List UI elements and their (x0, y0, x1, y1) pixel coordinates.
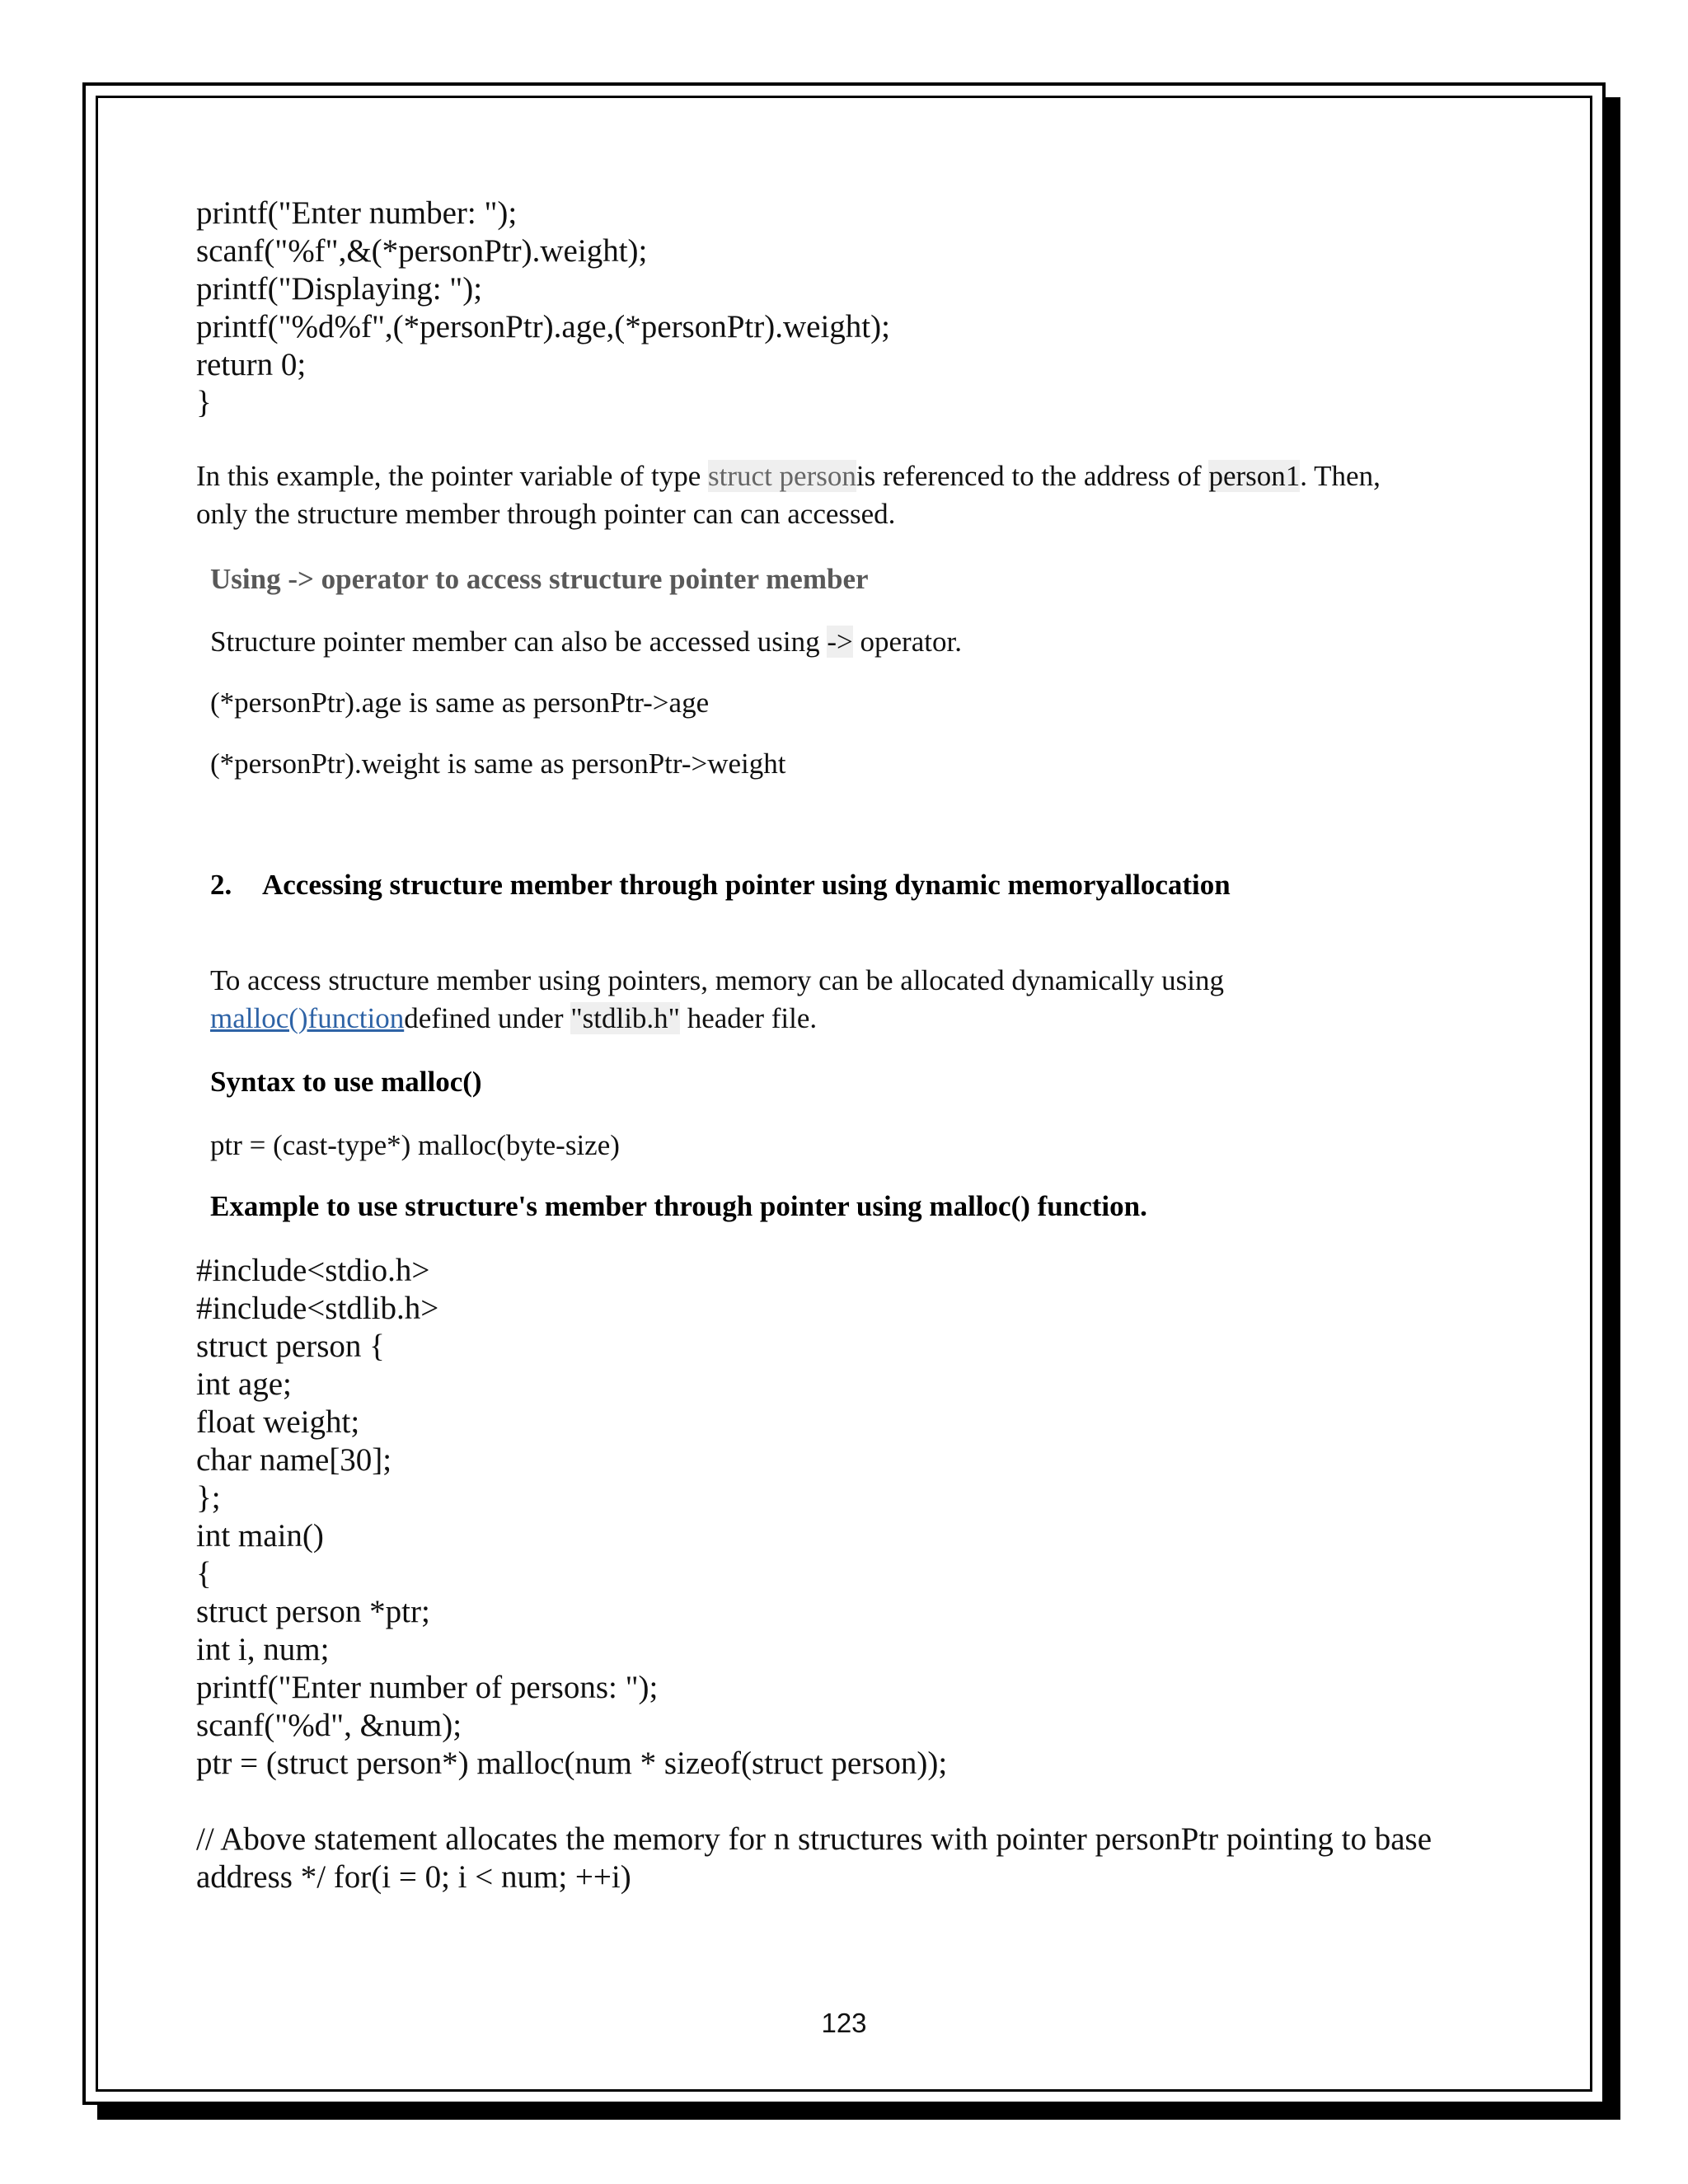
code-line: scanf("%d", &num); (196, 1708, 462, 1743)
code-line: char name[30]; (196, 1442, 392, 1478)
inline-code: person1 (1208, 460, 1301, 492)
code-line: struct person *ptr; (196, 1594, 430, 1629)
code-line: scanf("%f",&(*personPtr).weight); (196, 233, 648, 269)
text: defined under (404, 1002, 571, 1034)
text: In this example, the pointer variable of type (196, 460, 709, 492)
text: . Then, (1300, 460, 1381, 492)
code-line: printf("%d%f",(*personPtr).age,(*personPtr).weight); (196, 309, 890, 344)
code-comment-line: // Above statement allocates the memory for n structures with pointer personPtr pointing to base (196, 1821, 1432, 1857)
subheading: Using -> operator to access structure pointer member (210, 563, 869, 595)
paragraph-line (210, 623, 962, 661)
paragraph-line: To access structure member using pointers, memory can be allocated dynamically using (210, 964, 1224, 996)
equivalence-line: (*personPtr).weight is same as personPtr->weight (210, 748, 786, 780)
code-comment-line: address */ for(i = 0; i < num; ++i) (196, 1859, 631, 1895)
inline-code: struct person (708, 460, 856, 492)
code-line: int age; (196, 1366, 292, 1402)
syntax-line: ptr = (cast-type*) malloc(byte-size) (210, 1129, 620, 1161)
code-line: #include<stdlib.h> (196, 1291, 439, 1326)
code-line: return 0; (196, 347, 307, 382)
code-line: int i, num; (196, 1632, 330, 1667)
code-line: printf("Enter number: "); (196, 195, 518, 231)
code-line: struct person { (196, 1329, 385, 1364)
code-line: } (196, 385, 212, 420)
section-number: 2. (210, 869, 232, 901)
malloc-function-link[interactable]: malloc()function (210, 1002, 405, 1034)
section-title: Accessing structure member through pointer using dynamic memoryallocation (262, 869, 1231, 901)
code-line: int main() (196, 1518, 324, 1554)
code-line: printf("Displaying: "); (196, 271, 483, 307)
text: is referenced to the address of (856, 460, 1209, 492)
page-number: 123 (821, 2008, 867, 2038)
code-line: #include<stdio.h> (196, 1253, 430, 1288)
code-line: }; (196, 1480, 221, 1516)
text: operator. (852, 626, 962, 658)
text: Structure pointer member can also be accessed using (210, 626, 828, 658)
inline-code: "stdlib.h" (570, 1002, 680, 1034)
paragraph-line (210, 1000, 817, 1038)
equivalence-line: (*personPtr).age is same as personPtr->age (210, 687, 710, 719)
inline-code: -> (827, 626, 853, 658)
paragraph-line (196, 457, 1381, 495)
text: header file. (679, 1002, 818, 1034)
example-heading: Example to use structure's member through pointer using malloc() function. (210, 1190, 1147, 1222)
code-line: ptr = (struct person*) malloc(num * sizeof(struct person)); (196, 1746, 948, 1781)
paragraph-line: only the structure member through pointer can can accessed. (196, 498, 896, 530)
code-line: { (196, 1556, 212, 1591)
syntax-heading: Syntax to use malloc() (210, 1066, 482, 1098)
code-line: float weight; (196, 1404, 360, 1440)
code-line: printf("Enter number of persons: "); (196, 1670, 659, 1705)
